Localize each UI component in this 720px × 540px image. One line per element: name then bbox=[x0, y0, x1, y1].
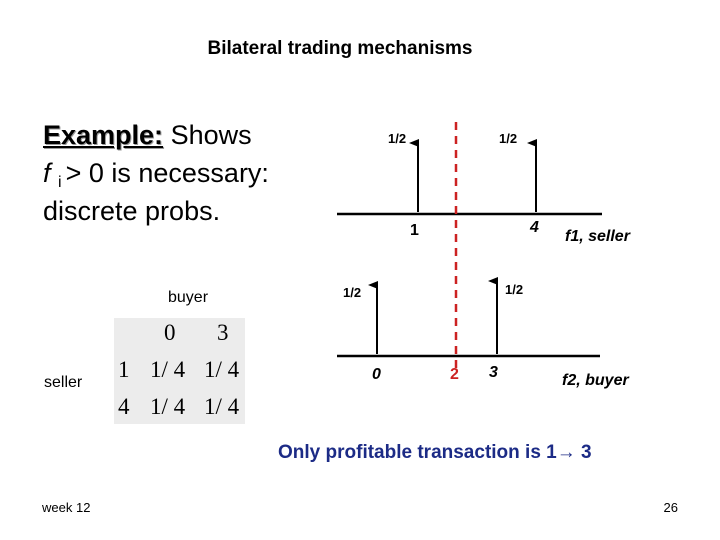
f-symbol: f bbox=[43, 158, 51, 188]
matrix-col-header: 0 bbox=[164, 320, 176, 345]
top-left-prob: 1/2 bbox=[388, 131, 407, 146]
conclusion-prefix: Only profitable transaction is 1 bbox=[278, 442, 557, 463]
matrix-col-header: 3 bbox=[217, 320, 229, 345]
seller-label: seller bbox=[44, 374, 83, 391]
bottom-right-prob: 1/2 bbox=[505, 282, 524, 297]
f-subscript: i bbox=[58, 174, 62, 191]
top-tick-left: 1 bbox=[410, 222, 419, 239]
example-line-3: discrete probs. bbox=[43, 196, 221, 226]
matrix-row-header: 4 bbox=[118, 394, 130, 419]
bottom-left-prob: 1/2 bbox=[343, 285, 362, 300]
buyer-label: buyer bbox=[168, 289, 209, 306]
conclusion-text bbox=[278, 442, 592, 464]
example-label: Example: bbox=[43, 120, 164, 150]
matrix-cell: 1/ 4 bbox=[150, 357, 186, 382]
slide-title: Bilateral trading mechanisms bbox=[207, 38, 473, 59]
example-line-1-text: Shows bbox=[163, 120, 252, 150]
top-series-label: f1, seller bbox=[565, 228, 630, 245]
top-right-prob: 1/2 bbox=[499, 131, 518, 146]
page-number: 26 bbox=[663, 500, 678, 515]
bottom-tick-mid: 2 bbox=[450, 366, 459, 383]
example-line-2-text: > 0 is necessary: bbox=[65, 158, 269, 188]
bottom-tick-left: 0 bbox=[372, 366, 381, 383]
matrix-cell: 1/ 4 bbox=[204, 394, 240, 419]
bottom-tick-right: 3 bbox=[489, 364, 498, 381]
matrix-row-header: 1 bbox=[118, 357, 130, 382]
top-tick-right: 4 bbox=[530, 219, 539, 236]
matrix-cell: 1/ 4 bbox=[150, 394, 186, 419]
footer-week: week 12 bbox=[42, 500, 91, 515]
bottom-series-label: f2, buyer bbox=[562, 372, 629, 389]
conclusion-suffix: 3 bbox=[581, 442, 592, 463]
matrix-cell: 1/ 4 bbox=[204, 357, 240, 382]
right-arrow-icon: → bbox=[556, 442, 576, 463]
